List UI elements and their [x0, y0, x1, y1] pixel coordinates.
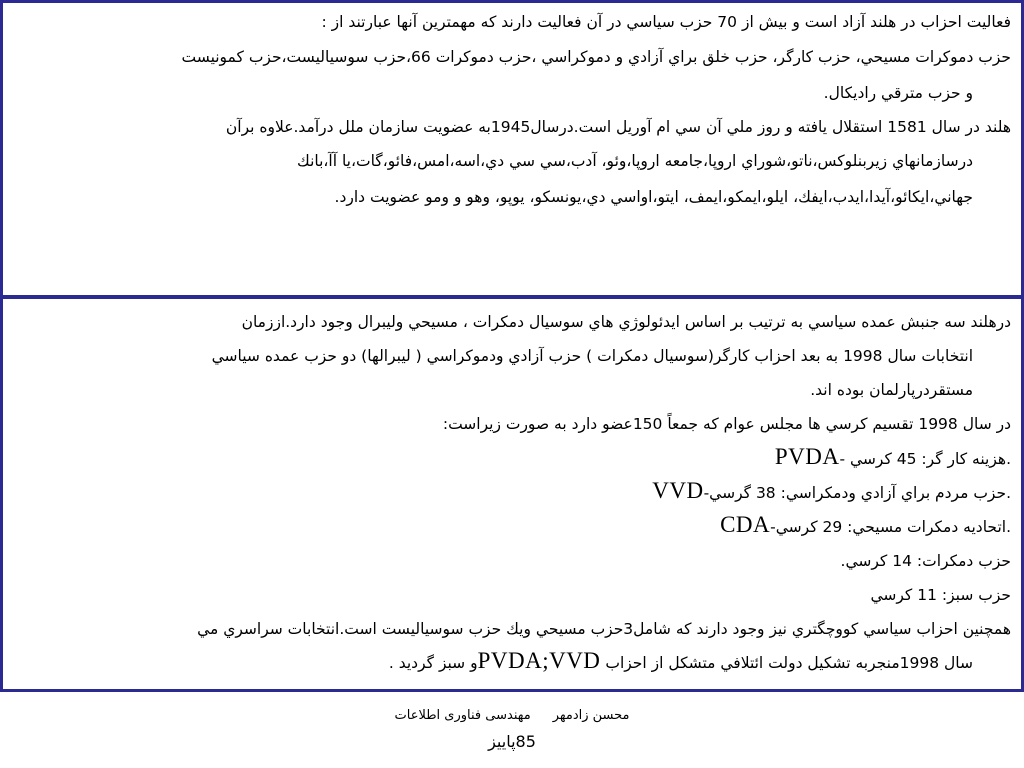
party-seats: -حزب مردم براي آزادي ودمكراسي: 38 گرسي	[703, 484, 1007, 502]
party-seats: حزب سبز: 11 كرسي	[870, 586, 1011, 604]
text-line: هلند در سال 1581 استقلال يافته و روز ملي آن سي ام آوريل است.درسال1945به عضويت سازمان ملل درآمد.علاوه برآن	[225, 118, 1011, 136]
text-line: و حزب مترقي راديكال.	[823, 84, 973, 102]
text-line: درهلند سه جنبش عمده سياسي به ترتيب بر اساس ايدئولوژي هاي سوسيال دمكرات ، مسيحي وليبرال وجود دارد.اززمان	[241, 313, 1011, 331]
party-row: VVD-حزب مردم براي آزادي ودمكراسي: 38 گرسي.	[652, 478, 1011, 503]
party-abbr-list: PVDA;VVD	[477, 648, 601, 673]
party-row	[870, 585, 1011, 605]
closing-text: و سبز گرديد .	[388, 654, 478, 672]
footer-credits	[0, 708, 1024, 723]
party-row: CDA-اتحاديه دمكرات مسيحي: 29 كرسي.	[720, 512, 1011, 537]
text-line: در سال 1998 تقسيم كرسي ها مجلس عوام كه جمعاً 150عضو دارد به صورت زيراست:	[442, 415, 1011, 433]
party-seats: - هزينه كار گر: 45 كرسي	[839, 450, 1007, 468]
party-seats: -اتحاديه دمكرات مسيحي: 29 كرسي	[770, 518, 1007, 536]
political-parties-box	[0, 296, 1024, 692]
party-abbr: PVDA	[774, 444, 840, 469]
text-line: حزب دموكرات مسيحي، حزب كارگر، حزب خلق براي آزادي و دموكراسي ،حزب دموكرات 66،حزب سوسياليست،حزب كمونيست	[181, 48, 1011, 66]
text-line: انتخابات سال 1998 به بعد احزاب كارگر(سوسيال دمكرات ) حزب آزادي ودموكراسي ( ليبرالها) دو حزب عمده سياسي	[211, 347, 973, 365]
party-seats: حزب دمكرات: 14 كرسي	[845, 552, 1011, 570]
text-line	[388, 648, 973, 673]
party-abbr: VVD	[652, 478, 704, 503]
party-row: PVDA- هزينه كار گر: 45 كرسي.	[774, 444, 1011, 469]
text-line: درسازمانهاي زيربنلوكس،ناتو،شوراي اروپا،جامعه اروپا،وئو، آدب،سي سي دي،اسه،امس،فائو،گات،يا آآ،بانك	[297, 152, 973, 170]
footer-author: محسن زادمهر	[552, 708, 630, 723]
text-line: همچنين احزاب سياسي كووچگتري نيز وجود دارند كه شامل3حزب مسيحي ويك حزب سوسياليست است.انتخابات سراسري مي	[197, 620, 1011, 638]
footer-term: 85پاییز	[488, 732, 536, 751]
text-line: جهاني،ايكائو،آيدا،ايدب،ايفك، ايلو،ايمكو،ايمف، ايتو،اواسي دي،يونسكو، يوپو، وهو و ومو عضويت دارد.	[334, 188, 973, 206]
text-line: مستقردرپارلمان بوده اند.	[810, 381, 973, 399]
text-line: فعاليت احزاب در هلند آزاد است و بيش از 70 حزب سياسي در آن فعاليت دارند كه مهمترين آنها عبارتند از :	[321, 13, 1011, 31]
country-info-box	[0, 0, 1024, 298]
closing-text: سال 1998منجربه تشكيل دولت ائتلافي متشكل از احزاب	[600, 654, 973, 672]
party-row: حزب دمكرات: 14 كرسي.	[840, 552, 1011, 570]
party-abbr: CDA	[720, 512, 771, 537]
footer-department: مهندسی فناوری اطلاعات	[394, 708, 531, 723]
